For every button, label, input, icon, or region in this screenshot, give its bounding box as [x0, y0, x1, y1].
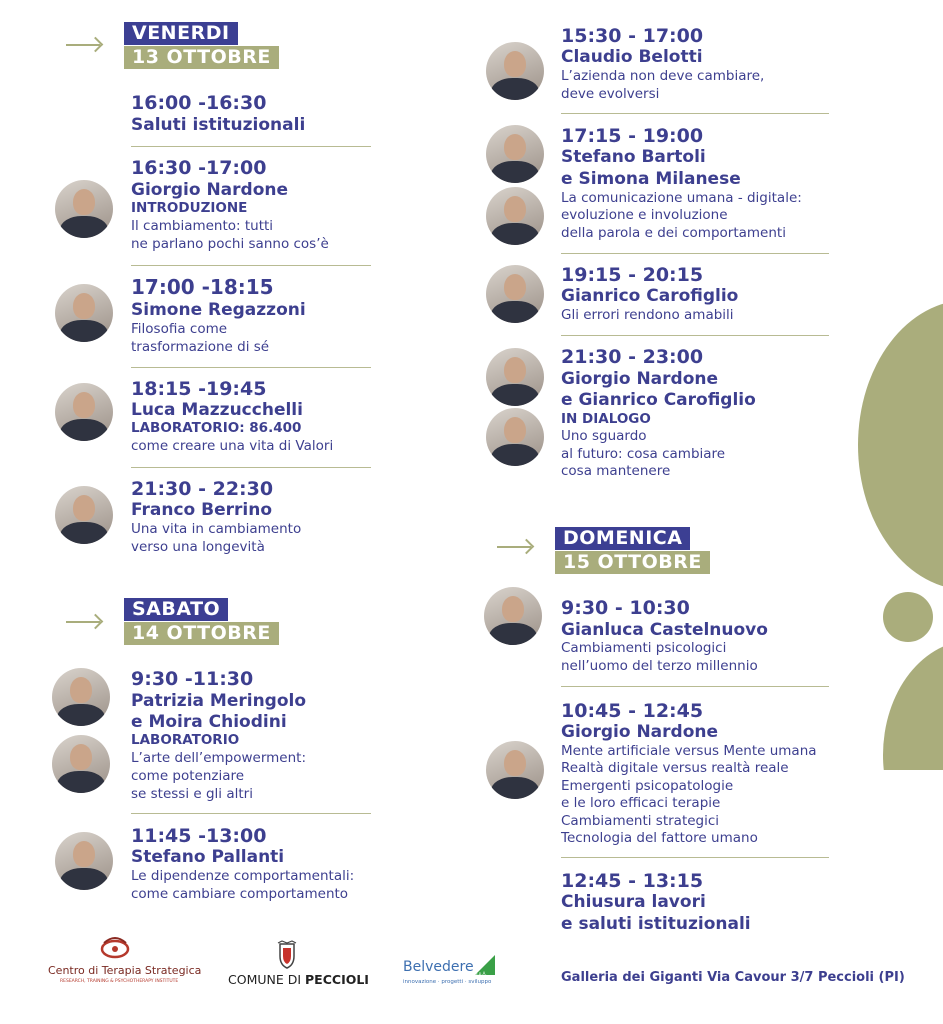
event-description: se stessi e gli altri [131, 786, 253, 802]
event-description: ne parlano pochi sanno cos’è [131, 236, 329, 252]
belvedere-logo-subtitle: innovazione · progetti · sviluppo [403, 979, 492, 985]
event-description: Gli errori rendono amabili [561, 307, 734, 323]
speaker-photo [55, 486, 113, 544]
separator [561, 857, 829, 858]
event-description: deve evolversi [561, 86, 660, 102]
event-time: 17:15 - 19:00 [561, 125, 704, 147]
separator [561, 686, 829, 687]
speaker-name: Giorgio Nardone [561, 722, 719, 742]
event-time: 10:45 - 12:45 [561, 700, 704, 722]
event-description: Le dipendenze comportamentali: [131, 868, 355, 884]
event-description: Il cambiamento: tutti [131, 218, 274, 234]
cts-logo-mark-icon [98, 935, 132, 961]
speaker-photo [486, 125, 544, 183]
event-time: 12:45 - 13:15 [561, 870, 704, 892]
separator [131, 146, 371, 147]
event-description: verso una longevità [131, 539, 265, 555]
speaker-photo [486, 348, 544, 406]
event-description: come potenziare [131, 768, 245, 784]
speaker-photo [486, 187, 544, 245]
belvedere-logo-title: Belvedere [403, 959, 474, 975]
event-title: e saluti istituzionali [561, 914, 751, 934]
event-description: nell’uomo del terzo millennio [561, 658, 758, 674]
speaker-photo [52, 668, 110, 726]
speaker-photo [486, 265, 544, 323]
event-description: L’azienda non deve cambiare, [561, 68, 765, 84]
speaker-name: e Gianrico Carofiglio [561, 390, 756, 410]
peccioli-logo [228, 940, 369, 988]
event-description: La comunicazione umana - digitale: [561, 190, 802, 206]
event-time: 21:30 - 22:30 [131, 478, 274, 500]
speaker-photo [484, 587, 542, 645]
event-description: evoluzione e involuzione [561, 207, 728, 223]
speaker-photo [55, 284, 113, 342]
speaker-photo [486, 42, 544, 100]
separator [131, 467, 371, 468]
cts-logo-subtitle: RESEARCH, TRAINING & PSYCHOTHERAPY INSTITUTE [60, 979, 179, 984]
arrow-icon [66, 44, 100, 46]
speaker-name: Claudio Belotti [561, 47, 703, 67]
separator [561, 335, 829, 336]
event-description: al futuro: cosa cambiare [561, 446, 726, 462]
speaker-name: Giorgio Nardone [131, 180, 289, 200]
coat-of-arms-icon [272, 940, 302, 970]
speaker-name: Patrizia Meringolo [131, 691, 307, 711]
belvedere-logo-suffix: S.p.A. [475, 971, 487, 976]
event-description: L’arte dell’empowerment: [131, 750, 306, 766]
event-tag: INTRODUZIONE [131, 200, 248, 216]
event-description: trasformazione di sé [131, 339, 270, 355]
arrow-icon [497, 546, 531, 548]
event-description: Una vita in cambiamento [131, 521, 302, 537]
arrow-icon [66, 621, 100, 623]
event-description: Emergenti psicopatologie [561, 778, 734, 794]
event-time: 16:00 -16:30 [131, 92, 267, 114]
speaker-photo [486, 741, 544, 799]
event-time: 9:30 - 10:30 [561, 597, 690, 619]
speaker-name: Simone Regazzoni [131, 300, 306, 320]
event-time: 9:30 -11:30 [131, 668, 254, 690]
event-description: Uno sguardo [561, 428, 647, 444]
event-time: 19:15 - 20:15 [561, 264, 704, 286]
decorative-half-circle [883, 640, 943, 870]
event-title: Saluti istituzionali [131, 115, 306, 135]
separator [131, 813, 371, 814]
event-time: 11:45 -13:00 [131, 825, 267, 847]
day-label-friday: VENERDI [124, 22, 238, 45]
event-tag: LABORATORIO: 86.400 [131, 420, 302, 436]
speaker-photo [55, 383, 113, 441]
event-tag: LABORATORIO [131, 732, 240, 748]
speaker-name: Gianluca Castelnuovo [561, 620, 768, 640]
event-description: Cambiamenti strategici [561, 813, 720, 829]
speaker-photo [55, 832, 113, 890]
event-description: e le loro efficaci terapie [561, 795, 721, 811]
decorative-big-circle [858, 300, 943, 590]
decorative-small-circle [883, 592, 933, 642]
day-label-saturday: SABATO [124, 598, 228, 621]
cts-logo [48, 935, 202, 987]
date-label-friday: 13 OTTOBRE [124, 46, 279, 69]
event-description: Mente artificiale versus Mente umana [561, 743, 817, 759]
date-label-sunday: 15 OTTOBRE [555, 551, 710, 574]
speaker-photo [486, 408, 544, 466]
speaker-name: Luca Mazzucchelli [131, 400, 303, 420]
separator [561, 113, 829, 114]
event-description: Cambiamenti psicologici [561, 640, 727, 656]
speaker-photo [52, 735, 110, 793]
event-description: cosa mantenere [561, 463, 671, 479]
event-time: 16:30 -17:00 [131, 157, 267, 179]
speaker-name: Stefano Pallanti [131, 847, 285, 867]
speaker-name: Franco Berrino [131, 500, 273, 520]
event-description: Filosofia come [131, 321, 228, 337]
belvedere-logo [403, 955, 498, 991]
event-title: Chiusura lavori [561, 892, 706, 912]
event-time: 21:30 - 23:00 [561, 346, 704, 368]
speaker-name: Giorgio Nardone [561, 369, 719, 389]
peccioli-logo-text [228, 972, 369, 987]
separator [131, 367, 371, 368]
event-description: Tecnologia del fattore umano [561, 830, 758, 846]
date-label-saturday: 14 OTTOBRE [124, 622, 279, 645]
speaker-name: e Simona Milanese [561, 169, 741, 189]
peccioli-logo-name: PECCIOLI [305, 972, 369, 987]
event-description: come creare una vita di Valori [131, 438, 334, 454]
event-tag: IN DIALOGO [561, 411, 651, 427]
event-time: 15:30 - 17:00 [561, 25, 704, 47]
speaker-name: Stefano Bartoli [561, 147, 706, 167]
day-label-sunday: DOMENICA [555, 527, 690, 550]
speaker-name: Gianrico Carofiglio [561, 286, 739, 306]
event-time: 18:15 -19:45 [131, 378, 267, 400]
event-description: come cambiare comportamento [131, 886, 349, 902]
separator [561, 253, 829, 254]
speaker-photo [55, 180, 113, 238]
event-time: 17:00 -18:15 [131, 275, 274, 299]
peccioli-logo-prefix: COMUNE DI [228, 972, 306, 987]
speaker-name: e Moira Chiodini [131, 712, 287, 732]
event-address: Galleria dei Giganti Via Cavour 3/7 Peccioli (PI) [561, 970, 905, 985]
event-description: Realtà digitale versus realtà reale [561, 760, 789, 776]
cts-logo-title: Centro di Terapia Strategica [48, 964, 202, 977]
event-description: della parola e dei comportamenti [561, 225, 786, 241]
separator [131, 265, 371, 266]
